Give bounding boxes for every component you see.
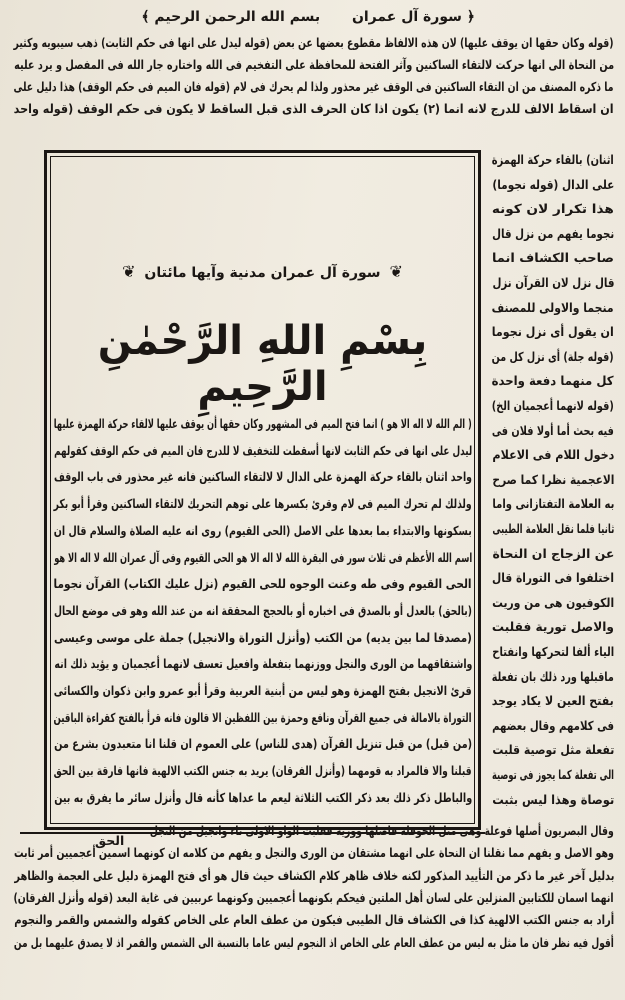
margin-line [492, 642, 614, 662]
margin-line [492, 667, 614, 687]
text-line [54, 574, 472, 594]
margin-line [492, 716, 614, 736]
sura-title [44, 262, 481, 281]
text-line-text: ولذلك لم تحرك الميم فى لام وقرئ بكسرها على توهم التحريك لالتقاء الساكنين وقرأ أبو بكر [54, 496, 472, 512]
commentary-line-text: (قوله وكان حقها ان يوقف عليها) لان هذه الالفاظ مقطوع بعضها عن بعض (قوله ليدل على انها فى حكم الثابت) ذهب سيبويه وكثير [14, 35, 614, 50]
margin-line-text: ان يقول أى نزل نجوما [492, 324, 614, 340]
bracket-close: ﴾ [141, 9, 150, 25]
commentary-line [14, 933, 614, 953]
running-header [141, 9, 475, 25]
margin-line [492, 519, 614, 539]
text-line-text: (من قبل) من قبل تنزيل القرآن (هدى للناس) على العموم ان قلنا انا متعبدون بشرع من [54, 736, 472, 752]
margin-line [492, 224, 614, 244]
commentary-line [14, 99, 614, 119]
text-line-text: اسم الله الأعظم فى ثلاث سور فى البقرة الله لا اله الا هو الحى القيوم وفى آل عمران الله لا اله الا هو [54, 549, 472, 565]
text-line-text: ( الم الله لا اله الا هو ) انما فتح الميم فى المشهور وكان حقها أن يوقف عليها لالقاء حركة الهمزة عليها [54, 416, 472, 431]
commentary-line [14, 77, 614, 97]
text-line-text: قرئ الانجيل بفتح الهمزة وهو ليس من أبنية العربية وقرأ أبو عمرو وابن ذكوان والكسائى [54, 683, 472, 698]
margin-line-text: صاحب الكشاف انما [492, 250, 614, 266]
margin-line-text: توصاة وهذا ليس بثبت [492, 791, 614, 807]
margin-line-text: ماقبلها ورد ذلك بان تفعلة [492, 668, 614, 684]
margin-line [492, 347, 614, 367]
text-line-text: (مصدقا لما بين يديه) من الكتب (وأنزل التوراة والانجيل) جملة على موسى وعيسى [54, 629, 472, 645]
text-line [54, 654, 472, 674]
text-line [54, 734, 472, 754]
commentary-line [14, 866, 614, 886]
text-line-text: والباطل ذكر ذلك بعد ذكر الكتب الثلاثة ليعم ما عداها كأنه قال وأنزل سائر ما يفرق به بين [54, 789, 472, 805]
margin-line-text: نجوما يفهم من نزل قال [492, 225, 614, 241]
text-line-text: (بالحق) بالعدل أو بالصدق فى اخباره أو بالحجج المحققة انه من عند الله وهو فى موضع الحال [53, 602, 472, 618]
margin-line-text: الكوفيون هى من وريت [492, 594, 614, 610]
margin-line-text: منجما والاولى للمصنف [492, 299, 614, 315]
text-line [54, 681, 472, 701]
margin-line-text: فيه بحث أما أولا فلان فى [492, 422, 614, 438]
commentary-line-text: ان اسقاط الالف للدرج لانه انما (٢) يكون اذا كان الحرف الذى قبل الساقط لا يكون فى حكم الوقف (قوله واحد [14, 101, 614, 116]
margin-line [492, 396, 614, 416]
margin-line [492, 470, 614, 490]
margin-line-text: على الدال (قوله نجوما) [492, 176, 614, 192]
margin-line-text: قال نزل لان القرآن نزل [492, 275, 614, 290]
margin-line-text: تفعلة مثل توصية قلبت [492, 742, 614, 758]
text-line [54, 467, 472, 487]
margin-line-text: بفتح العين لا يكاد يوجد [492, 693, 614, 709]
commentary-line [14, 888, 614, 908]
commentary-line [14, 910, 614, 930]
ornament-icon: ❦ [122, 262, 136, 281]
text-line [54, 441, 472, 461]
margin-line [492, 544, 614, 564]
commentary-line [150, 821, 614, 841]
margin-line [492, 248, 614, 268]
text-line [54, 494, 472, 514]
margin-line [492, 298, 614, 318]
margin-line [492, 494, 614, 514]
margin-line [492, 568, 614, 588]
text-line [54, 521, 472, 541]
margin-line-text: الياء ألفا لتحركها وانفتاح [492, 644, 614, 659]
margin-line-text: ثانيا فلما نقل العلامة الطيبى [492, 521, 614, 536]
commentary-line-text: بدليل آخر غير ما ذكر من التأييد المذكور لكنه خلاف ظاهر كلام الكشاف حيث قال هو أى فتح الهمزة دليل على العجمة والظاهر [14, 867, 614, 883]
margin-line [492, 691, 614, 711]
commentary-line [14, 33, 614, 53]
bracket-open: ﴿ [466, 9, 475, 25]
margin-line-text: (قوله جلة) أى نزل كل من [492, 348, 614, 364]
margin-line [492, 765, 614, 785]
margin-line-text: اثنان) بالقاء حركة الهمزة [492, 152, 614, 167]
commentary-line-text: من النحاة الى انها حركت لالتقاء الساكنين وآثر الفتحة للمحافظة على التفخيم فى الله واختاره جار الله فى المفصل و يرد عليه [14, 57, 614, 72]
margin-line-text: الاعجمية نظرا كما صرح [492, 471, 614, 487]
margin-line [492, 175, 614, 195]
commentary-line-text: وهو الاصل و يفهم مما نقلنا ان النحاة على انهما مشتقان من الورى والنجل و يفهم من كلامه ان كونهما اسمين أعجميين أمر ثابت [14, 845, 614, 861]
commentary-line-text: ما ذكره المصنف من ان التقاء الساكنين فى الوقف غير محذور ولذا لم يحرك فى لام (قوله فان الميم فى حكم الوقف) هذا دليل على [14, 79, 614, 94]
main-text-frame [44, 150, 481, 830]
commentary-line-text: أقول فيه نظر فان ما مثل به ليس من عطف العام على الخاص اذ النجوم ليس عاما بالنسبة الى الشمس والقمر اذ لا يصدق عليهما بل من [14, 934, 614, 950]
margin-line-text: (قوله لانهما أعجميان الخ) [492, 398, 614, 413]
margin-line-text: به العلامة التفتازانى واما [492, 496, 614, 512]
margin-line [492, 445, 614, 465]
commentary-line-text: انهما اسمان للكتابين المنزلين على لسان أهل الملتين فيحكم بكونهما أعجميين وكونهما عربيين فى غاية البعد (قوله وأنزل الفرقان) [14, 889, 614, 905]
margin-line [492, 740, 614, 760]
text-line-text: واشتقاقهما من الورى والنجل ووزنهما بتفعلة وافعيل تعسف لانهما أعجميان و يؤيد ذلك انه [54, 656, 472, 672]
margin-line-text: اختلفوا فى التوراة قال [492, 570, 614, 586]
commentary-line [14, 843, 614, 863]
margin-line-text: دخول اللام فى الاعلام [492, 447, 614, 463]
header-sura-name: سورة آل عمران [351, 9, 462, 25]
margin-line-text: عن الزجاج ان النحاة [492, 545, 614, 561]
text-line-text: بسكونها والابتداء بما بعدها على الاصل (الحى القيوم) روى انه عليه الصلاة والسلام قال ان [54, 522, 472, 538]
text-line [54, 788, 472, 808]
text-line-text: قبلنا والا فالمراد به قومهما (وأنزل الفرقان) يريد به جنس الكتب الالهية فانها فارقة بين الحق [54, 763, 472, 779]
margin-line-text: فى كلامهم وقال بعضهم [492, 717, 614, 733]
text-line [54, 708, 472, 728]
header-basmala: بسم الله الرحمن الرحيم [154, 9, 321, 25]
ornament-icon: ❦ [389, 262, 403, 281]
margin-line [492, 593, 614, 613]
text-line [54, 548, 472, 568]
margin-line [492, 150, 614, 170]
text-line-text: الحى القيوم وفى طه وعنت الوجوه للحى القيوم (نزل عليك الكتاب) القرآن نجوما [54, 576, 472, 592]
text-line [54, 414, 472, 434]
margin-line-text: الى تفعلة كما يجوز فى توصية [492, 767, 614, 782]
commentary-line-text: أراد به جنس الكتب الالهية كذا فى الكشاف قال الطيبى فيكون من عطف العام على الخاص كقوله والشمس والقمر والنجوم [14, 912, 614, 928]
margin-line-text: هذا تكرار لان كونه [492, 201, 614, 217]
margin-line [492, 371, 614, 391]
commentary-line-text: وقال البصريون أصلها فوعلة وهى مثل الحوقلة فاصلها وورية فقلبت الواو الاولى تاء وانجيل من النجل [150, 823, 614, 838]
margin-line-text: والاصل تورية فقلبت [492, 619, 614, 635]
margin-line [492, 421, 614, 441]
sura-title-text: سورة آل عمران مدنية وآيها مائتان [144, 265, 381, 281]
commentary-line [14, 55, 614, 75]
margin-line-text: كل منهما دفعة واحدة [492, 373, 614, 389]
text-line [54, 628, 472, 648]
catchword: الحق [95, 833, 125, 848]
margin-line [492, 322, 614, 342]
margin-line [492, 790, 614, 810]
margin-line [492, 199, 614, 219]
text-line [54, 761, 472, 781]
bismillah-calligraphy: بِسْمِ اللهِ الرَّحْمٰنِ الرَّحِيمِ [97, 318, 428, 410]
margin-line [492, 273, 614, 293]
text-line-text: التوراة بالامالة فى جميع القرآن ونافع وحمزة بين اللفظين الا قالون فانه قرأ بالفتح كقراءة الباقين [54, 709, 472, 725]
text-line-text: واحد اثنان بالقاء حركة الهمزة على الدال لا لالتقاء الساكنين فانه غير محذور فى باب الوقف [54, 469, 472, 485]
text-line-text: ليدل على انها فى حكم الثابت لانها أسقطت للتخفيف لا للدرج فان الميم فى حكم الوقف كقولهم [53, 442, 472, 458]
text-line [54, 601, 472, 621]
margin-line [492, 617, 614, 637]
